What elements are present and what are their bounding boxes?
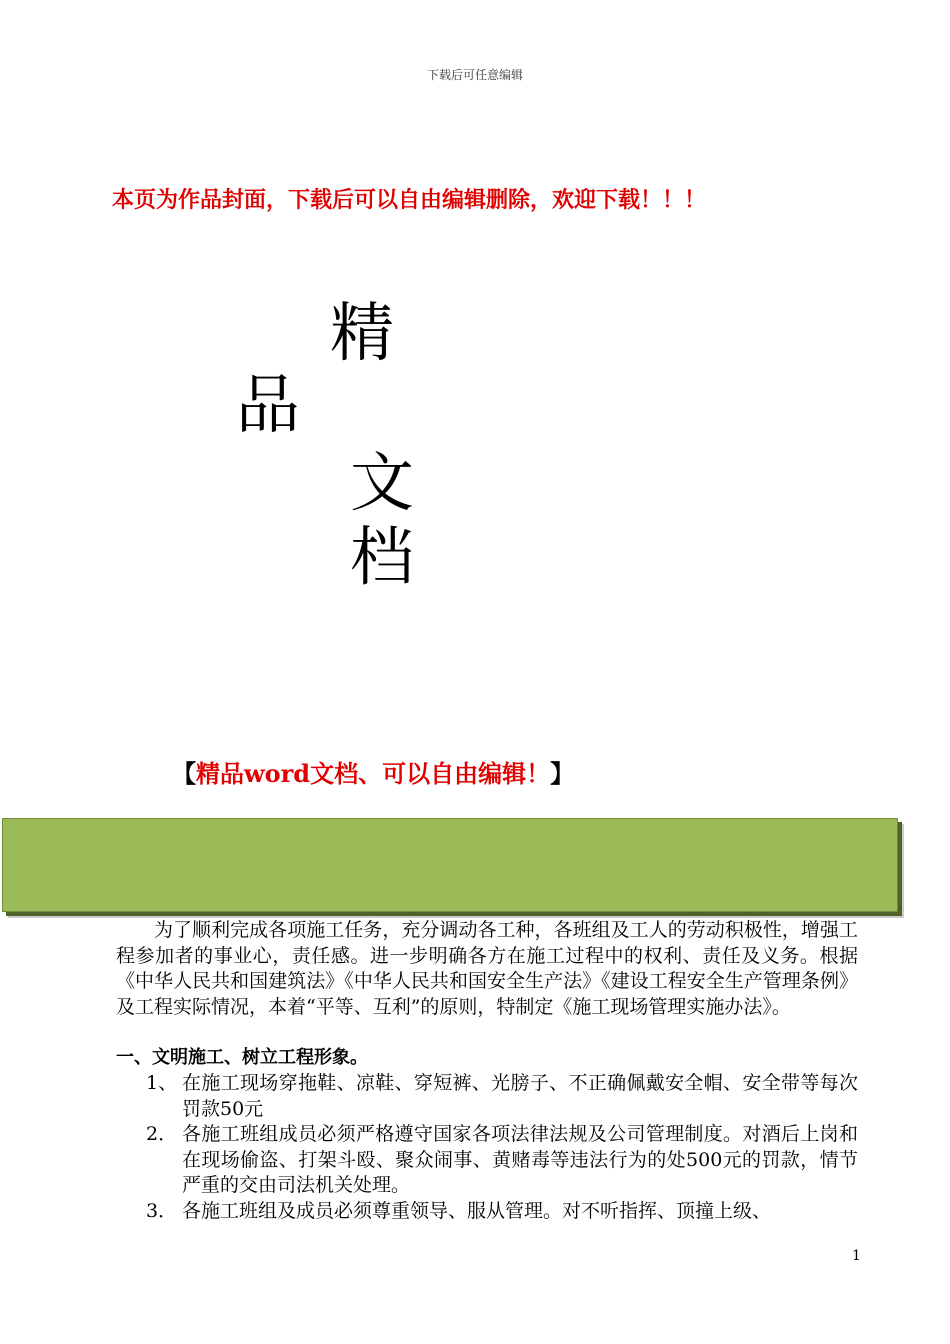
list-item-text: 各施工班组及成员必须尊重领导、服从管理。对不听指挥、顶撞上级、: [182, 1199, 772, 1222]
banner-text: 精品word文档、可以自由编辑！: [196, 759, 551, 788]
list-item: [116, 1122, 858, 1199]
editable-banner: [172, 754, 872, 789]
document-body: [116, 918, 858, 1224]
list-item-number: 3．: [146, 1199, 178, 1222]
title-char-4: 档: [350, 521, 414, 595]
list-item-text: 在施工现场穿拖鞋、凉鞋、穿短裤、光膀子、不正确佩戴安全帽、安全带等每次罚款50元: [182, 1072, 858, 1120]
rules-list: [116, 1071, 858, 1224]
cover-notice: 本页为作品封面，下载后可以自由编辑删除，欢迎下载！！！: [112, 187, 707, 213]
header-note: 下载后可任意编辑: [426, 68, 523, 82]
banner-close-bracket: 】: [550, 759, 575, 788]
list-item-number: 1、: [146, 1072, 178, 1094]
list-item-number: 2．: [146, 1123, 178, 1145]
intro-paragraph: 为了顺利完成各项施工任务，充分调动各工种，各班组及工人的劳动积极性，增强工程参加者的事业心，责任感。进一步明确各方在施工过程中的权利、责任及义务。根据《中华人民共和国建筑法》《中华人民共和国安全生产法》《建设工程安全生产管理条例》及工程实际情况，本着“平等、互利”的原则，特制定《施工现场管理实施办法》。: [116, 919, 858, 1018]
list-item-text: 各施工班组成员必须严格遵守国家各项法律法规及公司管理制度。对酒后上岗和在现场偷盗、打架斗殴、聚众闹事、黄赌毒等违法行为的处500元的罚款，情节严重的交由司法机关处理。: [182, 1123, 858, 1196]
list-item: [116, 1071, 858, 1122]
banner-open-bracket: 【: [172, 759, 196, 788]
green-banner-band: [2, 818, 898, 912]
section-title: 一、文明施工、树立工程形象。: [116, 1047, 368, 1068]
title-char-2: 品: [236, 369, 300, 443]
page-number: 1: [852, 1248, 861, 1264]
title-char-1: 精: [330, 297, 394, 371]
title-char-3: 文: [350, 447, 414, 521]
list-item: [116, 1199, 858, 1225]
